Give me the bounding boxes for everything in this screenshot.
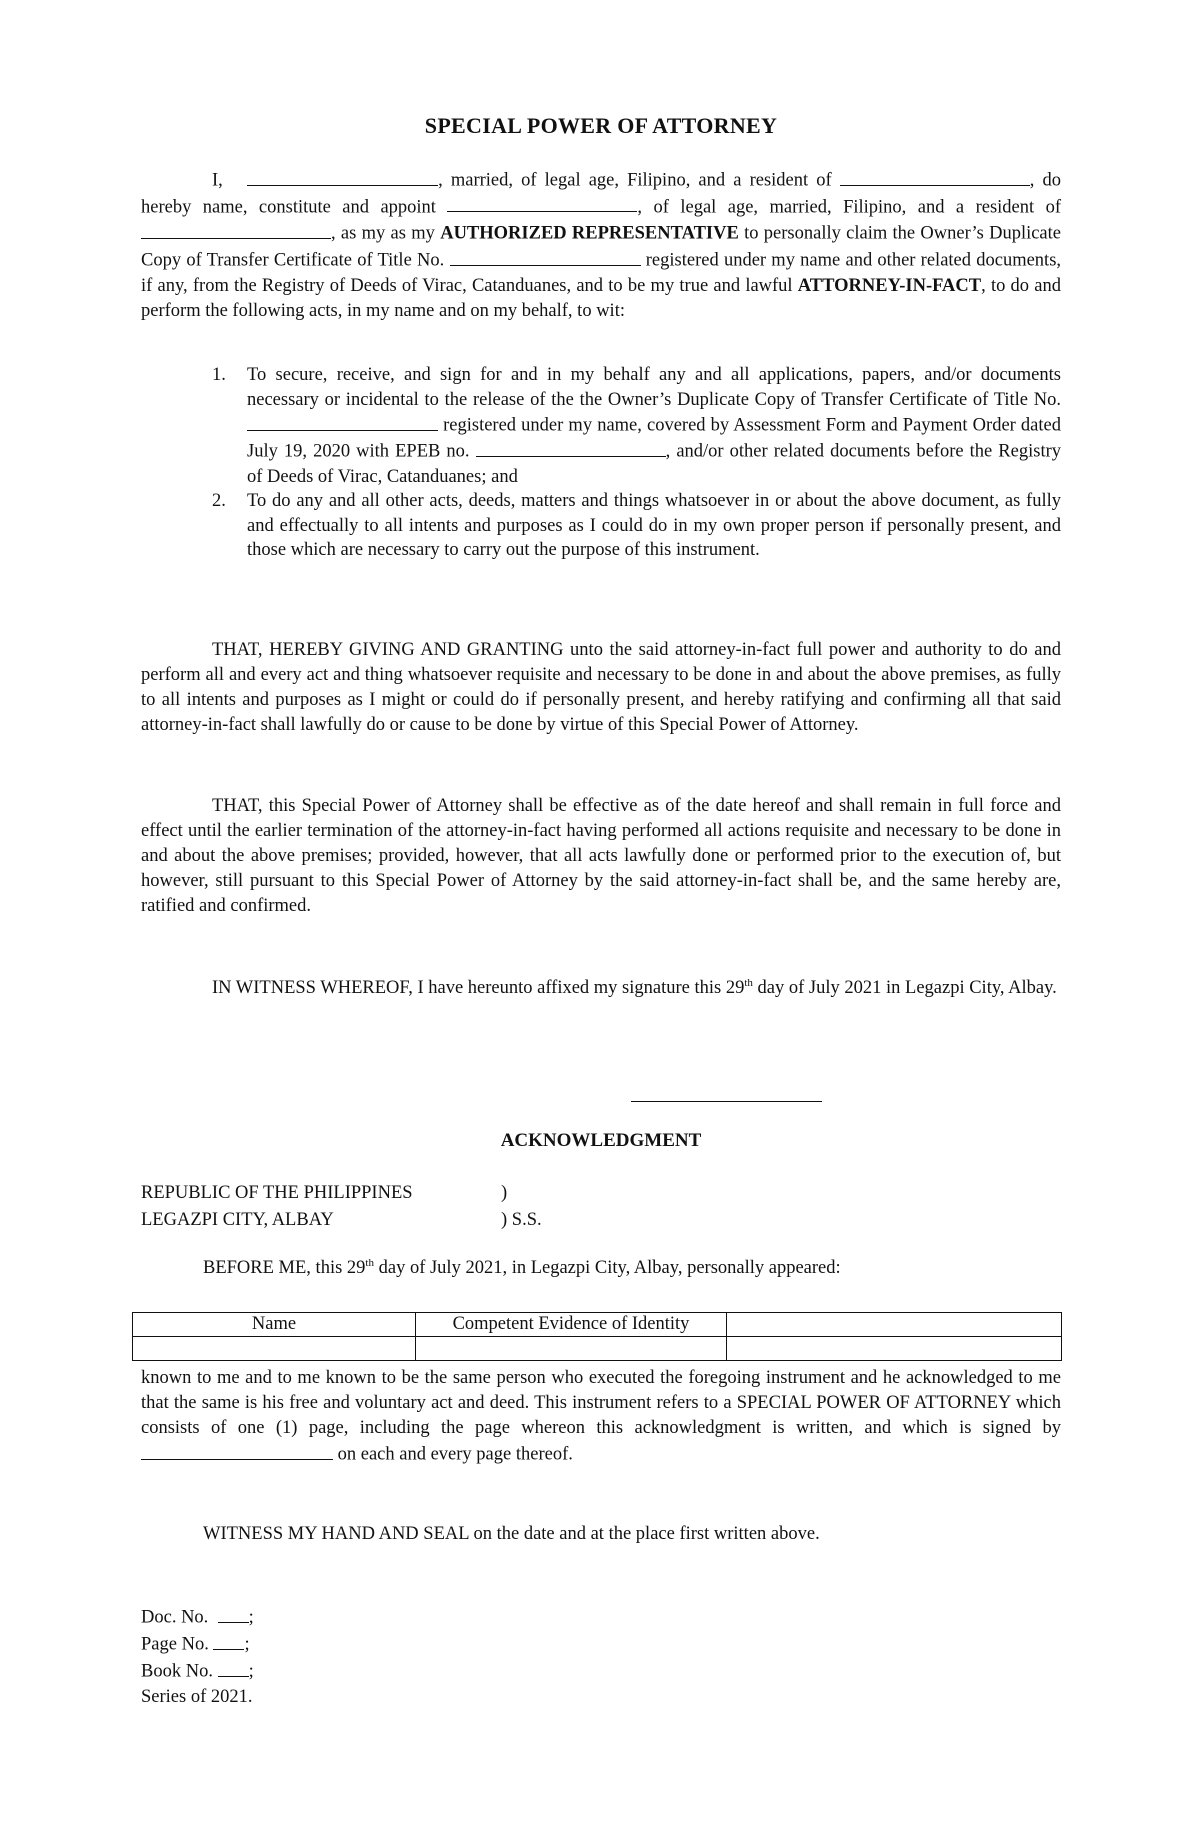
table-cell-evidence[interactable] [416, 1337, 727, 1361]
attorney-name-blank[interactable] [447, 194, 637, 213]
book-no-blank[interactable] [218, 1658, 249, 1677]
principal-name-blank[interactable] [247, 167, 438, 186]
venue-city: LEGAZPI CITY, ALBAY [141, 1210, 334, 1230]
list-text: To secure, receive, and sign for and in my behalf any and all applications, papers, and/or documents necessary or incidental to the release of the the Owner’s Duplicate Copy of Transfer Certificate of Title No. registered under my name, covered by Assessment Form and Payment Order dated July 19, 2020 with EPEB no. , and/or other related documents before the Registry of Deeds of Virac, Catanduanes; and [247, 365, 1061, 487]
list-text: To do any and all other acts, deeds, matters and things whatsoever in or about the above document, as fully and effectually to all intents and purposes as I could do in my own proper person if personally present, and those which are necessary to carry out the purpose of this instrument. [247, 491, 1061, 561]
notarial-register: Doc. No. ; Page No. ; Book No. ; Series of 2021. [141, 1604, 254, 1711]
principal-residence-blank[interactable] [840, 167, 1030, 186]
venue-country: REPUBLIC OF THE PHILIPPINES [141, 1183, 413, 1203]
doc-no-label: Doc. No. [141, 1607, 209, 1628]
intro-paragraph [141, 167, 1061, 324]
list-number: 1. [212, 365, 226, 385]
doc-no-blank[interactable] [218, 1604, 249, 1623]
before-me-paragraph: BEFORE ME, this 29th day of July 2021, in Legazpi City, Albay, personally appeared: [203, 1256, 841, 1278]
list-item [212, 489, 1061, 563]
title-number-blank-2[interactable] [247, 412, 438, 431]
book-no-label: Book No. [141, 1661, 213, 1682]
intro-text: to personally claim the Owner’s Duplicate Copy of Transfer Certificate of Title No. [141, 223, 1061, 271]
table-row [133, 1337, 1062, 1361]
intro-text: , to do and perform the following acts, in my name and on my behalf, to wit: [141, 275, 1061, 321]
intro-text: , do hereby name, constitute and appoint [141, 170, 1061, 218]
page-no-label: Page No. [141, 1634, 209, 1655]
acknowledgment-title: ACKNOWLEDGMENT [500, 1130, 702, 1151]
acts-list [212, 363, 1061, 563]
intro-text: , of legal age, married, Filipino, and a resident of [637, 197, 1061, 218]
table-header-name: Name [133, 1313, 416, 1337]
table-header-row [133, 1313, 1062, 1337]
venue-block: REPUBLIC OF THE PHILIPPINES ) LEGAZPI CITY, ALBAY ) S.S. [141, 1180, 542, 1234]
page-no-blank[interactable] [213, 1631, 244, 1650]
table-header-blank [727, 1313, 1062, 1337]
document-title: SPECIAL POWER OF ATTORNEY [424, 113, 778, 138]
list-item [212, 363, 1061, 489]
effective-paragraph: THAT, this Special Power of Attorney shall be effective as of the date hereof and shall remain in full force and effect until the earlier termination of the attorney-in-fact having performed all actions requisite and necessary to be done in and about the above premises; provided, however, that all acts lawfully done or performed prior to the execution of, but however, still pursuant to this Special Power of Attorney by the said attorney-in-fact shall be, and the same hereby are, ratified and confirmed. [141, 796, 1061, 917]
attorney-residence-blank[interactable] [141, 220, 331, 239]
intro-text: , married, of legal age, Filipino, and a resident of [438, 170, 832, 191]
granting-paragraph: THAT, HEREBY GIVING AND GRANTING unto the said attorney-in-fact full power and authority to do and perform all and every act and thing whatsoever requisite and necessary to be done in and about the above premises, as fully to all intents and purposes as I might or could do if personally present, and hereby ratifying and confirming all that said attorney-in-fact shall lawfully do or cause to be done by virtue of this Special Power of Attorney. [141, 640, 1061, 736]
epeb-number-blank[interactable] [476, 438, 666, 457]
hand-seal-paragraph: WITNESS MY HAND AND SEAL on the date and at the place first written above. [203, 1524, 820, 1544]
known-paragraph: known to me and to me known to be the same person who executed the foregoing instrument and he acknowledged to me that the same is his free and voluntary act and deed. This instrument refers to a SPECIAL POWER OF ATTORNEY which consists of one (1) page, including the page whereon this acknowledgment is written, and which is signed by on each and every page thereof. [141, 1368, 1061, 1465]
identity-table [132, 1312, 1062, 1361]
attorney-in-fact-label: ATTORNEY-IN-FACT [797, 275, 982, 296]
authorized-representative-label: AUTHORIZED REPRESENTATIVE [440, 223, 739, 244]
witness-paragraph: IN WITNESS WHEREOF, I have hereunto affixed my signature this 29th day of July 2021 in Legazpi City, Albay. [212, 976, 1057, 998]
list-number: 2. [212, 491, 226, 512]
signature-line[interactable] [631, 1101, 822, 1102]
title-number-blank[interactable] [450, 247, 641, 266]
table-cell-extra[interactable] [727, 1337, 1062, 1361]
intro-text: , as my as my [331, 223, 435, 244]
signatory-blank[interactable] [141, 1441, 333, 1460]
series-label: Series of 2021. [141, 1687, 253, 1708]
intro-text: I, [212, 170, 223, 191]
table-header-evidence: Competent Evidence of Identity [416, 1313, 727, 1337]
intro-text: registered under my name and other related documents, if any, from the Registry of Deeds of Virac, Catanduanes, and to be my true and lawful [141, 250, 1062, 296]
table-cell-name[interactable] [133, 1337, 416, 1361]
